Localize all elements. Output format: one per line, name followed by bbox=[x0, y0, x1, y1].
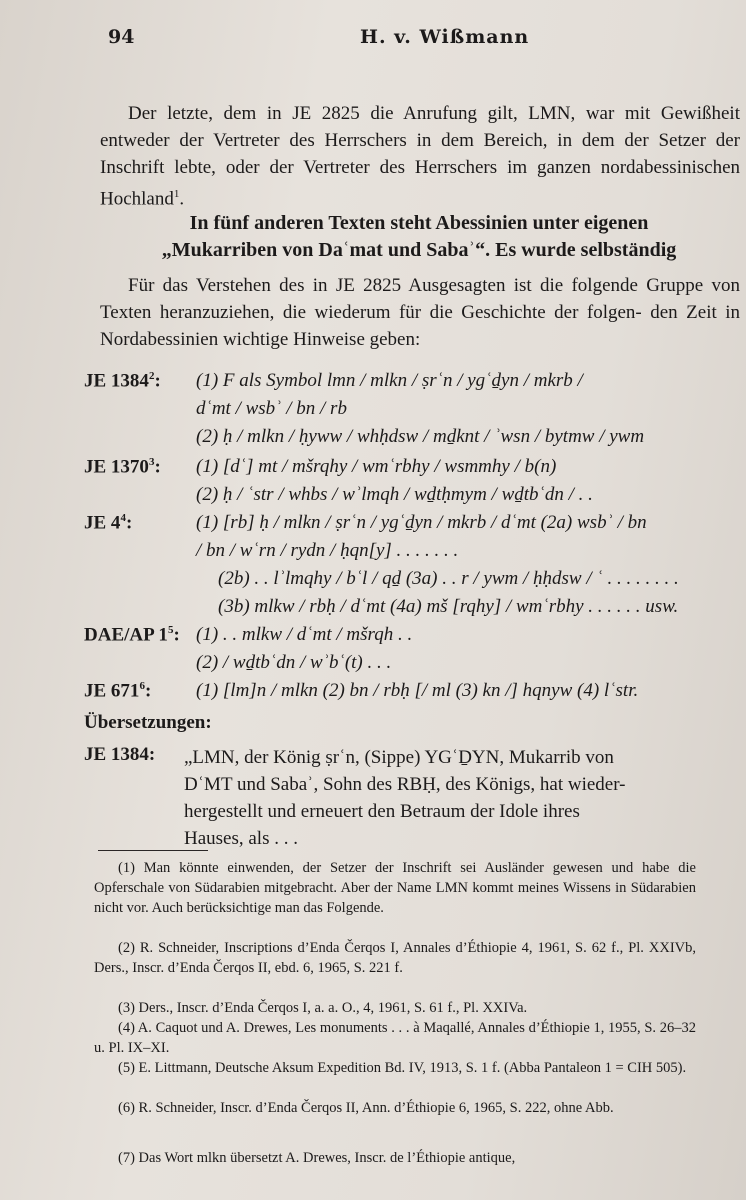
intro-paragraph: Der letzte, dem in JE 2825 die Anrufung gilt, LMN, war mit Gewißheit entweder der Vertreter des Herrschers in dem Bereich, in dem der Setzer der Inschrift lebte, oder der Vertreter des Herrschers im ganzen nordabessinischen Hochland$^1$. bbox=[100, 103, 741, 210]
footnote-ref: 1 bbox=[173, 188, 180, 200]
footnote: (4) A. Caquot und A. Drewes, Les monuments . . . à Maqallé, Annales d’Éthiopie 1, 1955, S. 26–32 u. Pl. IX–XI. bbox=[94, 1020, 696, 1056]
translations-heading: Übersetzungen: bbox=[84, 712, 212, 733]
transliteration-line: / bn / wʿrn / rydn / ḥqn[y] . . . . . . . bbox=[196, 540, 459, 561]
running-title: H. v. Wißmann bbox=[360, 26, 530, 48]
section-heading bbox=[104, 210, 734, 264]
transliteration-line: (2) ḥ / mlkn / ḥyww / whḥdsw / mḏknt / ʾwsn / bytmw / ywm bbox=[196, 426, 645, 447]
paragraph-2 bbox=[100, 272, 740, 353]
translation-label: JE 1384: bbox=[84, 744, 156, 765]
translation-text bbox=[184, 744, 704, 852]
running-head bbox=[100, 26, 736, 52]
transliteration-line: (2) ḥ / ʿstr / whbs / wʾlmqh / wḏtḥmym / wḏtbʿdn / . . bbox=[196, 484, 593, 505]
footnote: (6) R. Schneider, Inscr. d’Enda Čerqos II, Ann. d’Éthiopie 6, 1965, S. 222, ohne Abb. bbox=[118, 1100, 614, 1116]
transliteration-line: dʿmt / wsbʾ / bn / rb bbox=[196, 398, 347, 419]
entry-label: JE 1384$^2$: bbox=[84, 370, 161, 392]
intro-line: dem der Setzer der Inschrift lebte, oder der Vertreter des Herrschers bbox=[100, 130, 740, 178]
entry-label: JE $671^6$: bbox=[84, 680, 152, 702]
footnote-rule bbox=[98, 850, 208, 851]
transliteration-line: (1) . . mlkw / dʿmt / mšrqh . . bbox=[196, 624, 413, 645]
page-number: 94 bbox=[108, 26, 135, 48]
para2-line: von Texten heranzuziehen, die wiederum für die Geschichte der folgen- bbox=[100, 275, 741, 323]
footnote: (7) Das Wort mlkn übersetzt A. Drewes, Inscr. de l’Éthiopie antique, bbox=[118, 1150, 516, 1166]
entry-label: JE 1370$^3$: bbox=[84, 456, 161, 478]
footnote: (3) Ders., Inscr. d’Enda Čerqos I, a. a. O., 4, 1961, S. 61 f., Pl. XXIVa. bbox=[118, 1000, 528, 1016]
transliteration-line: (2b) . . lʾlmqhy / bʿl / qḏ (3a) . . r / ywm / ḥḥdsw / ʿ . . . . . . . . bbox=[218, 568, 679, 589]
translation-line: Hauses, als . . . bbox=[184, 828, 298, 849]
transliteration-line: (3b) mlkw / rbḥ / dʿmt (4a) mš [rqhy] / wmʿrbhy . . . . . . usw. bbox=[218, 596, 679, 617]
transliteration-line: (1) [rb] ḥ / mlkn / ṣrʿn / ygʿḏyn / mkrb / dʿmt (2a) wsbʾ / bn bbox=[196, 512, 647, 533]
intro-line: Gewißheit entweder der Vertreter des Herrschers in dem Bereich, in bbox=[100, 103, 740, 151]
transliteration-line: (2) / wḏtbʿdn / wʾbʿ(t) . . . bbox=[196, 652, 392, 673]
transliteration-line: (1) [lm]n / mlkn (2) bn / rbḥ [/ ml (3) kn /] hqnyw (4) lʿstr. bbox=[196, 680, 639, 701]
heading-line: „Mukarriben von Daʿmat und Sabaʾ“. Es wurde selbständig bbox=[161, 239, 677, 261]
translation-line: DʿMT und Sabaʾ, Sohn des RBḤ, des Königs, hat wieder- bbox=[184, 774, 626, 795]
footnote: (5) E. Littmann, Deutsche Aksum Expedition Bd. IV, 1913, S. 1 f. (Abba Pantaleon 1 = CIH 505). bbox=[118, 1060, 687, 1076]
entry-label: DAE/AP $1^5$: bbox=[84, 624, 180, 646]
translation-line: hergestellt und erneuert den Betraum der Idole ihres bbox=[184, 801, 580, 822]
entry-label: JE $4^4$: bbox=[84, 512, 133, 534]
intro-line: Der letzte, dem in JE 2825 die Anrufung gilt, LMN, war mit bbox=[128, 103, 651, 124]
para2-line: den Zeit in Nordabessinien wichtige Hinweise geben: bbox=[100, 302, 741, 350]
heading-line: In fünf anderen Texten steht Abessinien unter eigenen bbox=[189, 212, 649, 234]
intro-line: im ganzen nordabessinischen Hochland bbox=[100, 157, 741, 210]
transliteration-line: (1) [dʿ] mt / mšrqhy / wmʿrbhy / wsmmhy / b(n) bbox=[196, 456, 557, 477]
translation-line: „LMN, der König ṣrʿn, (Sippe) YGʿḎYN, Mukarrib von bbox=[184, 747, 614, 768]
transliteration-line: (1) F als Symbol lmn / mlkn / ṣrʿn / ygʿḏyn / mkrb / bbox=[196, 370, 583, 391]
footnote: (2) R. Schneider, Inscriptions d’Enda Čerqos I, Annales d’Éthiopie 4, 1961, S. 62 f., Pl. XXIVb, Ders., Inscr. d’Enda Čerqos II, ebd. 6, 1965, S. 221 f. bbox=[94, 940, 696, 976]
para2-line: Für das Verstehen des in JE 2825 Ausgesagten ist die folgende Gruppe bbox=[128, 275, 704, 296]
footnote: (1) Man könnte einwenden, der Setzer der Inschrift sei Ausländer gewesen und habe die Opferschale von Südarabien mitgebracht. Aber der Name LMN kommt meines Wissens in Südarabien nicht vor. Auch berücksichtige man das Folgende. bbox=[94, 860, 696, 916]
